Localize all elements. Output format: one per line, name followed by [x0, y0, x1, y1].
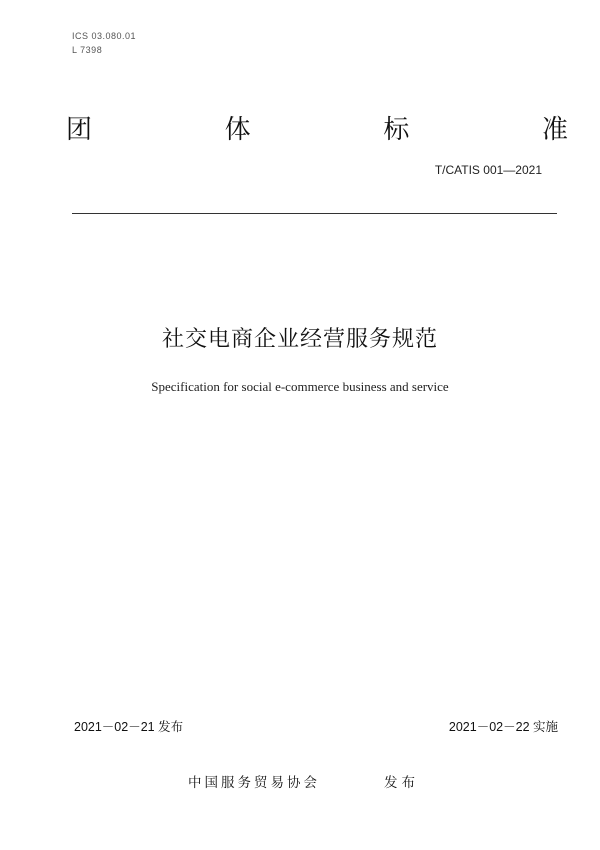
standard-number: T/CATIS 001—2021 — [434, 163, 542, 177]
publisher-name: 中国服务贸易协会 — [188, 775, 320, 791]
publish-label: 发布 — [384, 775, 419, 791]
standard-type-char: 标 — [383, 115, 410, 145]
ccs-code: L 7398 — [72, 45, 103, 55]
header-divider — [72, 213, 557, 214]
document-title-english: Specification for social e-commerce business and service — [151, 379, 449, 394]
standard-type-char: 体 — [224, 115, 251, 145]
ics-code: ICS 03.080.01 — [72, 31, 137, 41]
implementation-date: 2021－02－22 实施 — [448, 720, 558, 734]
standard-type-char: 准 — [541, 115, 568, 145]
standard-type-char: 团 — [66, 115, 93, 145]
standard-type-heading — [66, 113, 568, 147]
issue-date: 2021－02－21 发布 — [74, 720, 184, 734]
document-title-chinese: 社交电商企业经营服务规范 — [161, 327, 438, 352]
